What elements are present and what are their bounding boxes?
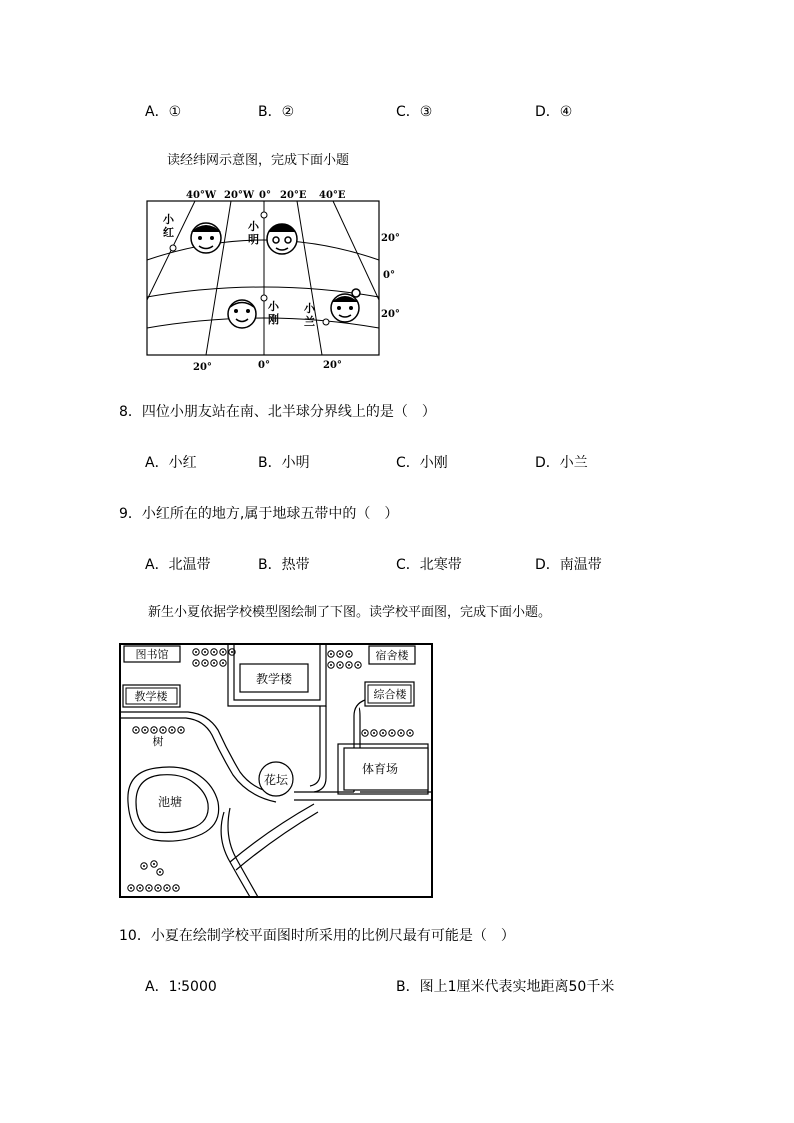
q10-option-b: B．图上1厘米代表实地距离50千米 [396,979,615,995]
label-xiaogang-2: 刚 [268,313,279,326]
right-label-0: 0° [383,270,395,281]
tree-label: 树 [152,735,164,748]
dot-xiaoming [261,212,267,218]
right-label-20s: 20° [381,309,400,320]
q7-option-a: A．① [145,104,182,120]
pond-label: 池塘 [157,795,183,809]
bottom-label-20w: 20° [193,362,212,373]
meridian-40e [333,201,379,300]
dot-xiaolan [323,319,329,325]
label-xiaoming-1: 小 [248,220,259,233]
teaching-center-label: 教学楼 [255,672,293,686]
q10-stem: 10．小夏在绘制学校平面图时所采用的比例尺最有可能是（ ） [119,928,515,944]
school-intro: 新生小夏依据学校模型图绘制了下图。读学校平面图，完成下面小题。 [148,605,552,620]
label-xiaohong-1: 小 [163,213,174,226]
graticule-intro: 读经纬网示意图，完成下面小题 [167,153,350,168]
q9-stem: 9．小红所在的地方,属于地球五带中的（ ） [119,506,399,522]
face-xiaoming-icon [267,224,297,254]
top-label-40w: 40°W [186,190,217,201]
top-label-20w: 20°W [224,190,255,201]
label-xiaoming-2: 明 [248,233,259,246]
gym-label: 体育场 [361,762,399,776]
parallel-20n [147,240,379,260]
complex-label: 综合楼 [373,688,407,701]
meridian-20e [297,201,322,355]
flower-label: 花坛 [263,773,289,787]
label-xiaolan-1: 小 [304,302,315,315]
label-xiaohong-2: 红 [163,226,174,239]
dot-xiaogang [261,295,267,301]
q7-option-b: B．② [258,104,295,120]
bottom-label-0: 0° [258,360,270,371]
q8-option-d: D．小兰 [535,455,588,471]
dorm-label: 宿舍楼 [375,649,409,662]
graticule-figure [130,180,400,380]
library-label: 图书馆 [135,648,169,661]
bottom-label-20e: 20° [323,360,342,371]
teaching-left-label: 教学楼 [134,690,168,703]
q7-option-d: D．④ [535,104,573,120]
q9-option-c: C．北寒带 [396,557,462,573]
q8-option-c: C．小刚 [396,455,448,471]
q10-option-a: A．1∶5000 [145,979,217,995]
q8-option-a: A．小红 [145,455,197,471]
q8-stem: 8．四位小朋友站在南、北半球分界线上的是（ ） [119,404,436,420]
school-map [118,642,436,900]
face-xiaohong-icon [191,223,221,253]
top-label-40e: 40°E [319,190,346,201]
dot-xiaohong [170,245,176,251]
q9-option-a: A．北温带 [145,557,211,573]
q9-option-b: B．热带 [258,557,310,573]
top-label-0: 0° [259,190,271,201]
label-xiaogang-1: 小 [268,300,279,313]
face-xiaolan-icon [331,289,360,322]
label-xiaolan-2: 兰 [304,315,315,328]
top-label-20e: 20°E [280,190,307,201]
q9-option-d: D．南温带 [535,557,602,573]
q8-option-b: B．小明 [258,455,310,471]
face-xiaogang-icon [228,300,256,328]
right-label-20n: 20° [381,233,400,244]
q7-option-c: C．③ [396,104,433,120]
